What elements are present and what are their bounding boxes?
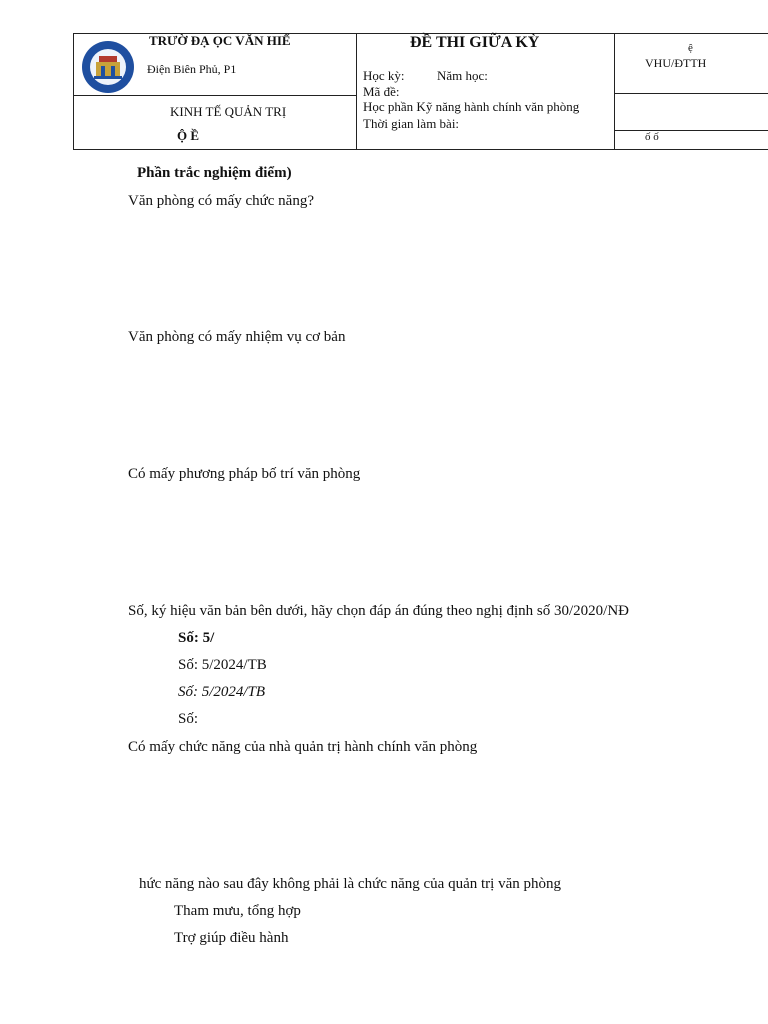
question-4: Số, ký hiệu văn bản bên dưới, hãy chọn đáp án đúng theo nghị định số 30/2020/NĐ — [128, 603, 629, 619]
header-small-mark: ệ — [688, 42, 693, 54]
question-3: Có mấy phương pháp bố trí văn phòng — [128, 466, 361, 482]
question-4-option-1: Số: 5/ — [178, 630, 215, 646]
question-6: hức năng nào sau đây không phải là chức năng của quản trị văn phòng — [139, 876, 561, 892]
question-6-option-2: Trợ giúp điều hành — [174, 930, 289, 946]
exam-title: ĐỀ THI GIỮA KỲ — [410, 34, 540, 51]
department-row: Ộ Ề — [177, 128, 200, 143]
question-6-option-1: Tham mưu, tổng hợp — [174, 903, 301, 919]
university-logo-icon — [73, 38, 145, 95]
exam-duration-label: Thời gian làm bài: — [363, 116, 460, 131]
section-title: Phần trắc nghiệm điểm) — [137, 165, 292, 181]
question-2: Văn phòng có mấy nhiệm vụ cơ bản — [128, 329, 346, 345]
school-name: TRƯỜ ĐẠ ỌC VĂN HIẾ — [149, 33, 291, 48]
ma-de-label: Mã đề: — [363, 84, 400, 99]
course-name: Học phần Kỹ năng hành chính văn phòng — [363, 99, 580, 114]
school-address: Điện Biên Phủ, P1 — [147, 62, 237, 76]
hoc-ky-label: Học kỳ: — [363, 68, 405, 83]
nam-hoc-label: Năm học: — [437, 68, 488, 83]
page-number-row: ố ố — [645, 131, 659, 143]
question-5: Có mấy chức năng của nhà quản trị hành chính văn phòng — [128, 739, 478, 755]
faculty-name: KINH TẾ QUẢN TRỊ — [170, 104, 287, 119]
form-code: VHU/ĐTTH — [645, 56, 707, 70]
question-1: Văn phòng có mấy chức năng? — [128, 193, 314, 209]
question-4-option-4: Số: — [178, 711, 199, 727]
question-4-option-2: Số: 5/2024/TB — [178, 657, 267, 673]
question-4-option-3: Số: 5/2024/TB — [178, 684, 266, 700]
